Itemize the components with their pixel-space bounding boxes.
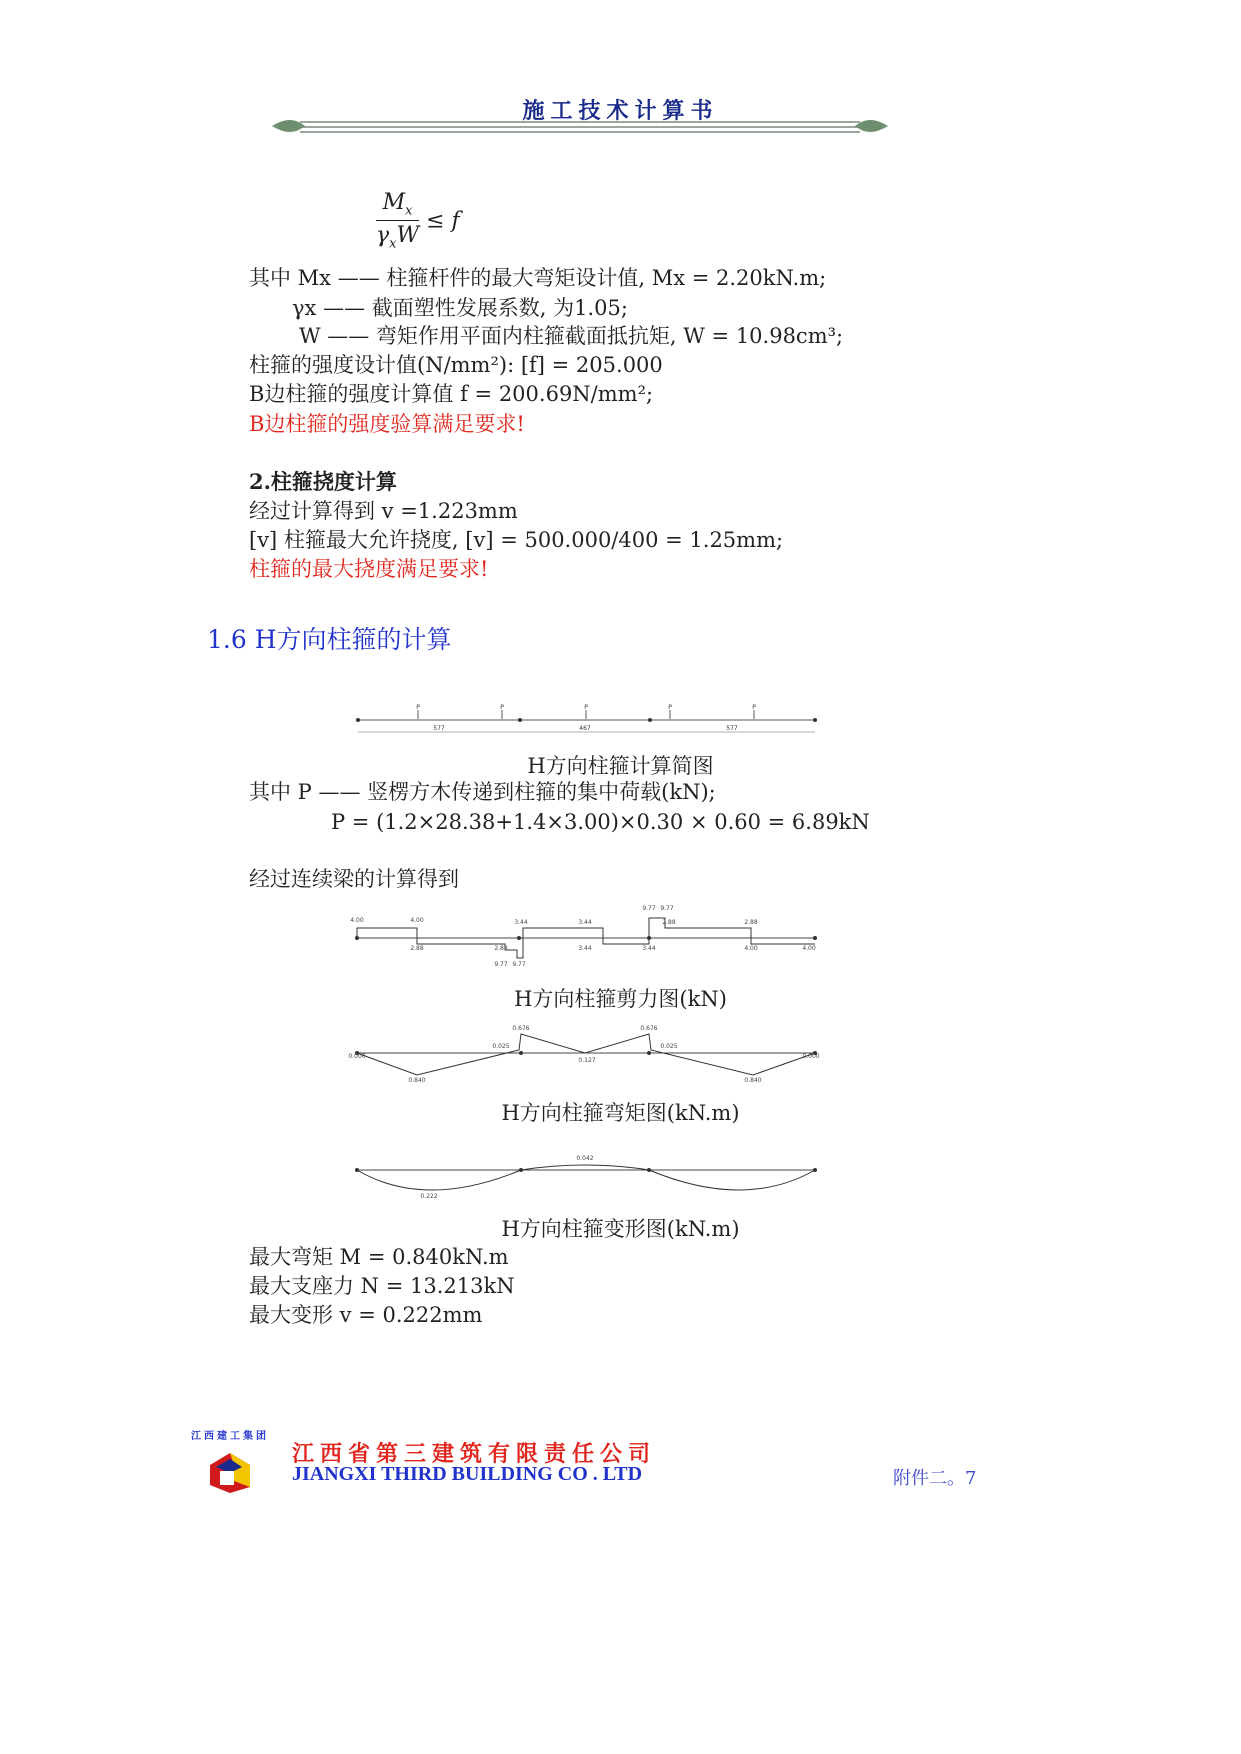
subsection-title: 2.柱箍挠度计算: [249, 469, 397, 494]
deform-label: 0.042: [576, 1155, 594, 1162]
shear-label: 3.44: [578, 919, 592, 926]
result-max-moment: 最大弯矩 M = 0.840kN.m: [249, 1245, 509, 1269]
header-ornament: [270, 114, 890, 142]
text-line-gamma: γx —— 截面塑性发展系数, 为1.05;: [292, 296, 628, 320]
result-max-support-force: 最大支座力 N = 13.213kN: [249, 1274, 515, 1298]
company-name-en: JIANGXI THIRD BUILDING CO . LTD: [292, 1463, 643, 1485]
load-label: P: [500, 704, 504, 711]
moment-label: 0.127: [578, 1057, 596, 1064]
moment-label: 0.840: [744, 1077, 762, 1084]
shear-label: 2.88: [744, 919, 758, 926]
diagram-caption-moment: H方向柱箍弯矩图(kN.m): [501, 1101, 740, 1125]
shear-label: 2.88: [662, 919, 676, 926]
shear-label: 3.44: [514, 919, 528, 926]
text-line-allowed-deflection: [v] 柱箍最大允许挠度, [v] = 500.000/400 = 1.25mm;: [249, 528, 784, 552]
shear-label: 4.00: [802, 945, 816, 952]
section-title: 1.6 H方向柱箍的计算: [207, 625, 452, 654]
moment-label: 0.676: [640, 1025, 658, 1032]
text-line-design-strength: 柱箍的强度设计值(N/mm²): [f] = 205.000: [249, 353, 663, 377]
text-line-continuous-beam: 经过连续梁的计算得到: [249, 867, 459, 891]
shear-label: 4.00: [350, 917, 364, 924]
text-line-w: W —— 弯矩作用平面内柱箍截面抵抗矩, W = 10.98cm³;: [299, 324, 844, 348]
span-label: 577: [726, 725, 738, 732]
span-label: 467: [579, 725, 591, 732]
moment-label: 0.000: [802, 1053, 820, 1060]
moment-diagram: [345, 1020, 825, 1090]
load-label: P: [416, 704, 420, 711]
load-diagram: [350, 700, 830, 740]
logo-text: 江西建工集团: [191, 1431, 269, 1442]
shear-diagram: [345, 900, 825, 970]
text-line-p-calc: P = (1.2×28.38+1.4×3.00)×0.30 × 0.60 = 6.89kN: [331, 810, 870, 834]
page-header-title: 施工技术计算书: [522, 98, 719, 124]
diagram-caption-deform: H方向柱箍变形图(kN.m): [501, 1217, 740, 1241]
shear-label: 4.00: [744, 945, 758, 952]
shear-label: 9.77: [494, 961, 508, 968]
shear-label: 2.88: [494, 945, 508, 952]
span-label: 577: [433, 725, 445, 732]
shear-label: 4.00: [410, 917, 424, 924]
shear-label: 9.77: [512, 961, 526, 968]
shear-label: 3.44: [642, 945, 656, 952]
diagram-caption-load: H方向柱箍计算简图: [527, 754, 714, 778]
text-line-p-def: 其中 P —— 竖楞方木传递到柱箍的集中荷载(kN);: [249, 780, 716, 804]
text-line-deflection: 经过计算得到 v =1.223mm: [249, 499, 518, 523]
company-name-cn: 江西省第三建筑有限责任公司: [292, 1442, 657, 1467]
load-label: P: [584, 704, 588, 711]
moment-label: 0.840: [408, 1077, 426, 1084]
text-line-deflection-ok: 柱箍的最大挠度满足要求!: [249, 557, 489, 581]
text-line-calc-strength: B边柱箍的强度计算值 f = 200.69N/mm²;: [249, 382, 654, 406]
moment-label: 0.000: [348, 1053, 366, 1060]
moment-label: 0.025: [660, 1043, 678, 1050]
load-label: P: [668, 704, 672, 711]
text-line-strength-ok: B边柱箍的强度验算满足要求!: [249, 412, 525, 436]
page-number: 附件二。7: [893, 1468, 977, 1489]
company-logo: [190, 1425, 272, 1493]
deformation-diagram: [345, 1148, 825, 1204]
moment-label: 0.025: [492, 1043, 510, 1050]
diagram-caption-shear: H方向柱箍剪力图(kN): [514, 987, 727, 1011]
shear-label: 2.88: [410, 945, 424, 952]
strength-formula: $\frac{M_x}{\gamma_xW}$ ≤ f: [376, 190, 460, 252]
load-label: P: [752, 704, 756, 711]
text-line-mx: 其中 Mx —— 柱箍杆件的最大弯矩设计值, Mx = 2.20kN.m;: [249, 266, 827, 290]
deform-label: 0.222: [420, 1193, 438, 1200]
shear-label: 9.77: [660, 905, 674, 912]
shear-label: 3.44: [578, 945, 592, 952]
result-max-deformation: 最大变形 v = 0.222mm: [249, 1303, 483, 1327]
shear-label: 9.77: [642, 905, 656, 912]
moment-label: 0.676: [512, 1025, 530, 1032]
